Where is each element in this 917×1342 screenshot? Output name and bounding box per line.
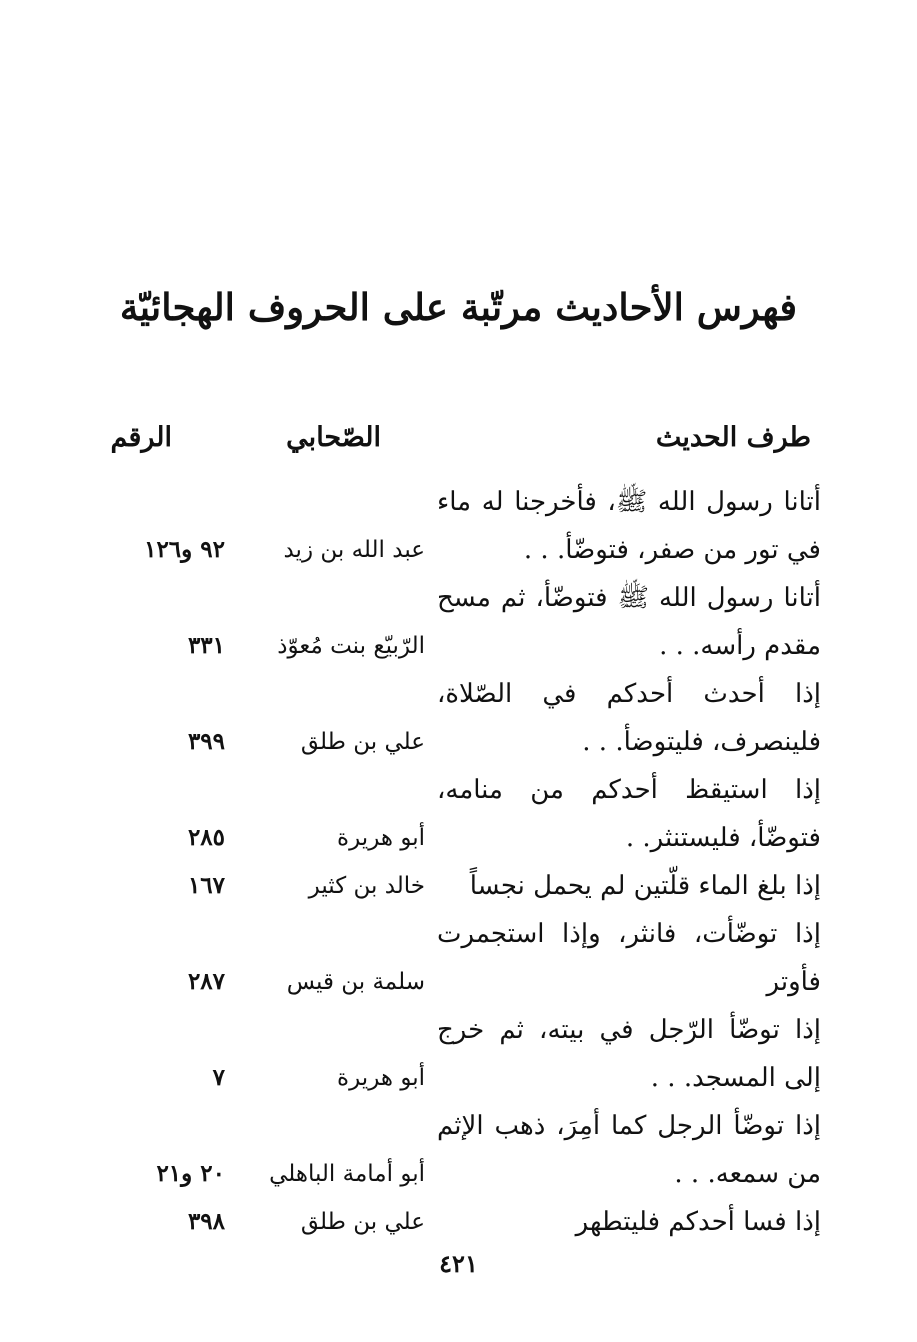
hadith-number: ٣٣١ bbox=[187, 632, 225, 659]
hadith-text: إذا أحدث أحدكم في الصّلاة، فلينصرف، فليتوضأ. . . bbox=[437, 679, 821, 757]
sahabi-name: أبو هريرة bbox=[337, 1065, 425, 1091]
hadith-text: إذا توضّأ الرجل كما أمِرَ، ذهب الإثم من سمعه. . . bbox=[437, 1111, 821, 1189]
hadith-text: أتانا رسول الله ﷺ فتوضّأ، ثم مسح مقدم رأسه. . . bbox=[437, 583, 821, 661]
hadith-text: إذا فسا أحدكم فليتطهر bbox=[575, 1207, 821, 1237]
index-entry bbox=[0, 574, 917, 670]
sahabi-name: أبو أمامة الباهلي bbox=[269, 1161, 425, 1187]
index-entry bbox=[0, 910, 917, 1006]
column-header-number: الرقم bbox=[110, 422, 172, 453]
hadith-number: ٢٨٧ bbox=[187, 968, 225, 995]
sahabi-name: علي بن طلق bbox=[300, 729, 425, 755]
hadith-text: إذا توضّأت، فانثر، وإذا استجمرت فأوتر bbox=[437, 919, 821, 997]
index-entry bbox=[0, 862, 917, 910]
index-entry bbox=[0, 1198, 917, 1246]
hadith-number: ٣٩٩ bbox=[187, 728, 225, 755]
hadith-number: ٢٠ و٢١ bbox=[156, 1160, 225, 1187]
sahabi-name: سلمة بن قيس bbox=[286, 969, 425, 995]
hadith-number: ٩٢ و١٢٦ bbox=[144, 536, 225, 563]
hadith-number: ٣٩٨ bbox=[187, 1208, 225, 1235]
hadith-text: إذا توضّأ الرّجل في بيته، ثم خرج إلى المسجد. . . bbox=[437, 1015, 821, 1093]
hadith-index-list bbox=[0, 478, 917, 1246]
index-entry bbox=[0, 478, 917, 574]
index-entry bbox=[0, 1006, 917, 1102]
page-number: ٤٢١ bbox=[439, 1249, 478, 1278]
index-entry bbox=[0, 1102, 917, 1198]
hadith-number: ٢٨٥ bbox=[187, 824, 225, 851]
column-header-sahabi: الصّحابي bbox=[286, 422, 381, 453]
sahabi-name: علي بن طلق bbox=[300, 1209, 425, 1235]
sahabi-name: عبد الله بن زيد bbox=[283, 537, 425, 563]
sahabi-name: أبو هريرة bbox=[337, 825, 425, 851]
hadith-number: ١٦٧ bbox=[187, 872, 225, 899]
hadith-text: إذا استيقظ أحدكم من منامه، فتوضّأ، فليستنثر. . bbox=[437, 775, 821, 853]
hadith-text: أتانا رسول الله ﷺ، فأخرجنا له ماء في تور من صفر، فتوضّأ. . . bbox=[437, 487, 821, 565]
index-entry bbox=[0, 766, 917, 862]
index-entry bbox=[0, 670, 917, 766]
hadith-text: إذا بلغ الماء قلّتين لم يحمل نجساً bbox=[469, 871, 821, 901]
column-header-hadith: طرف الحديث bbox=[655, 422, 811, 453]
page-title: فهرس الأحاديث مرتّبة على الحروف الهجائيّة bbox=[119, 285, 798, 329]
sahabi-name: الرّبيّع بنت مُعوّذ bbox=[277, 633, 425, 659]
hadith-number: ٧ bbox=[212, 1064, 225, 1091]
sahabi-name: خالد بن كثير bbox=[308, 873, 425, 899]
